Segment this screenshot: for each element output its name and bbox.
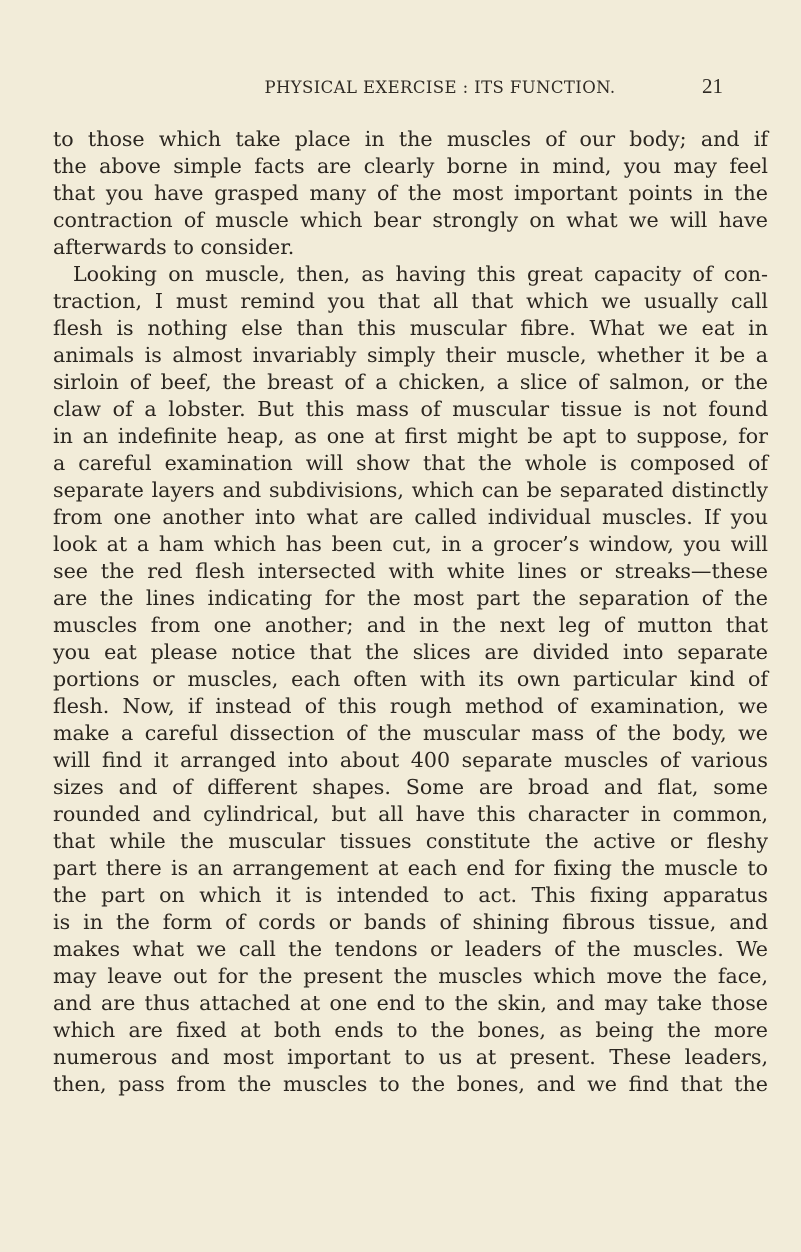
- text-line: you eat please notice that the slices are divided into separate: [53, 640, 768, 664]
- text-line: afterwards to consider.: [53, 235, 295, 259]
- text-line: contraction of muscle which bear strongly on what we will have: [53, 208, 768, 232]
- text-line: portions or muscles, each often with its own particular kind of: [53, 667, 768, 691]
- text-line: flesh. Now, if instead of this rough method of examination, we: [53, 694, 768, 718]
- text-line: sirloin of beef, the breast of a chicken, a slice of salmon, or the: [53, 370, 768, 394]
- text-line: makes what we call the tendons or leaders of the muscles. We: [53, 937, 768, 961]
- text-line: separate layers and subdivisions, which can be separated distinctly: [53, 478, 768, 502]
- text-line: will find it arranged into about 400 separate muscles of various: [53, 748, 768, 772]
- text-line: look at a ham which has been cut, in a grocer’s window, you will: [53, 532, 768, 556]
- text-line: numerous and most important to us at present. These leaders,: [53, 1045, 768, 1069]
- text-line: animals is almost invariably simply their muscle, whether it be a: [53, 343, 768, 367]
- paragraph-2: [53, 261, 768, 1098]
- text-line: claw of a lobster. But this mass of muscular tissue is not found: [53, 397, 768, 421]
- text-line: the part on which it is intended to act. This fixing apparatus: [53, 883, 768, 907]
- running-head: PHYSICAL EXERCISE : ITS FUNCTION.: [264, 78, 616, 97]
- text-line: that while the muscular tissues constitute the active or fleshy: [53, 829, 768, 853]
- text-line: to those which take place in the muscles of our body; and if: [53, 127, 768, 151]
- text-line: are the lines indicating for the most part the separation of the: [53, 586, 768, 610]
- text-line: may leave out for the present the muscles which move the face,: [53, 964, 768, 988]
- text-line: muscles from one another; and in the next leg of mutton that: [53, 613, 768, 637]
- text-line: flesh is nothing else than this muscular fibre. What we eat in: [53, 316, 768, 340]
- text-line: part there is an arrangement at each end for fixing the muscle to: [53, 856, 768, 880]
- text-line: is in the form of cords or bands of shining fibrous tissue, and: [53, 910, 768, 934]
- text-line: and are thus attached at one end to the skin, and may take those: [53, 991, 768, 1015]
- text-line: which are fixed at both ends to the bones, as being the more: [53, 1018, 768, 1042]
- text-line: sizes and of different shapes. Some are broad and flat, some: [53, 775, 768, 799]
- page-number: 21: [702, 74, 723, 98]
- text-line: traction, I must remind you that all that which we usually call: [53, 289, 768, 313]
- body-text: [53, 126, 768, 1098]
- text-line: make a careful dissection of the muscular mass of the body, we: [53, 721, 768, 745]
- text-line: the above simple facts are clearly borne in mind, you may feel: [53, 154, 768, 178]
- text-line: in an indefinite heap, as one at first might be apt to suppose, for: [53, 424, 768, 448]
- text-line: see the red flesh intersected with white lines or streaks—these: [53, 559, 768, 583]
- paragraph-1: [53, 126, 768, 261]
- text-line: that you have grasped many of the most important points in the: [53, 181, 768, 205]
- text-line: Looking on muscle, then, as having this great capacity of con-: [73, 262, 768, 286]
- text-line: rounded and cylindrical, but all have this character in common,: [53, 802, 768, 826]
- text-line: a careful examination will show that the whole is composed of: [53, 451, 768, 475]
- text-line: from one another into what are called individual muscles. If you: [53, 505, 768, 529]
- text-line: then, pass from the muscles to the bones, and we find that the: [53, 1072, 768, 1096]
